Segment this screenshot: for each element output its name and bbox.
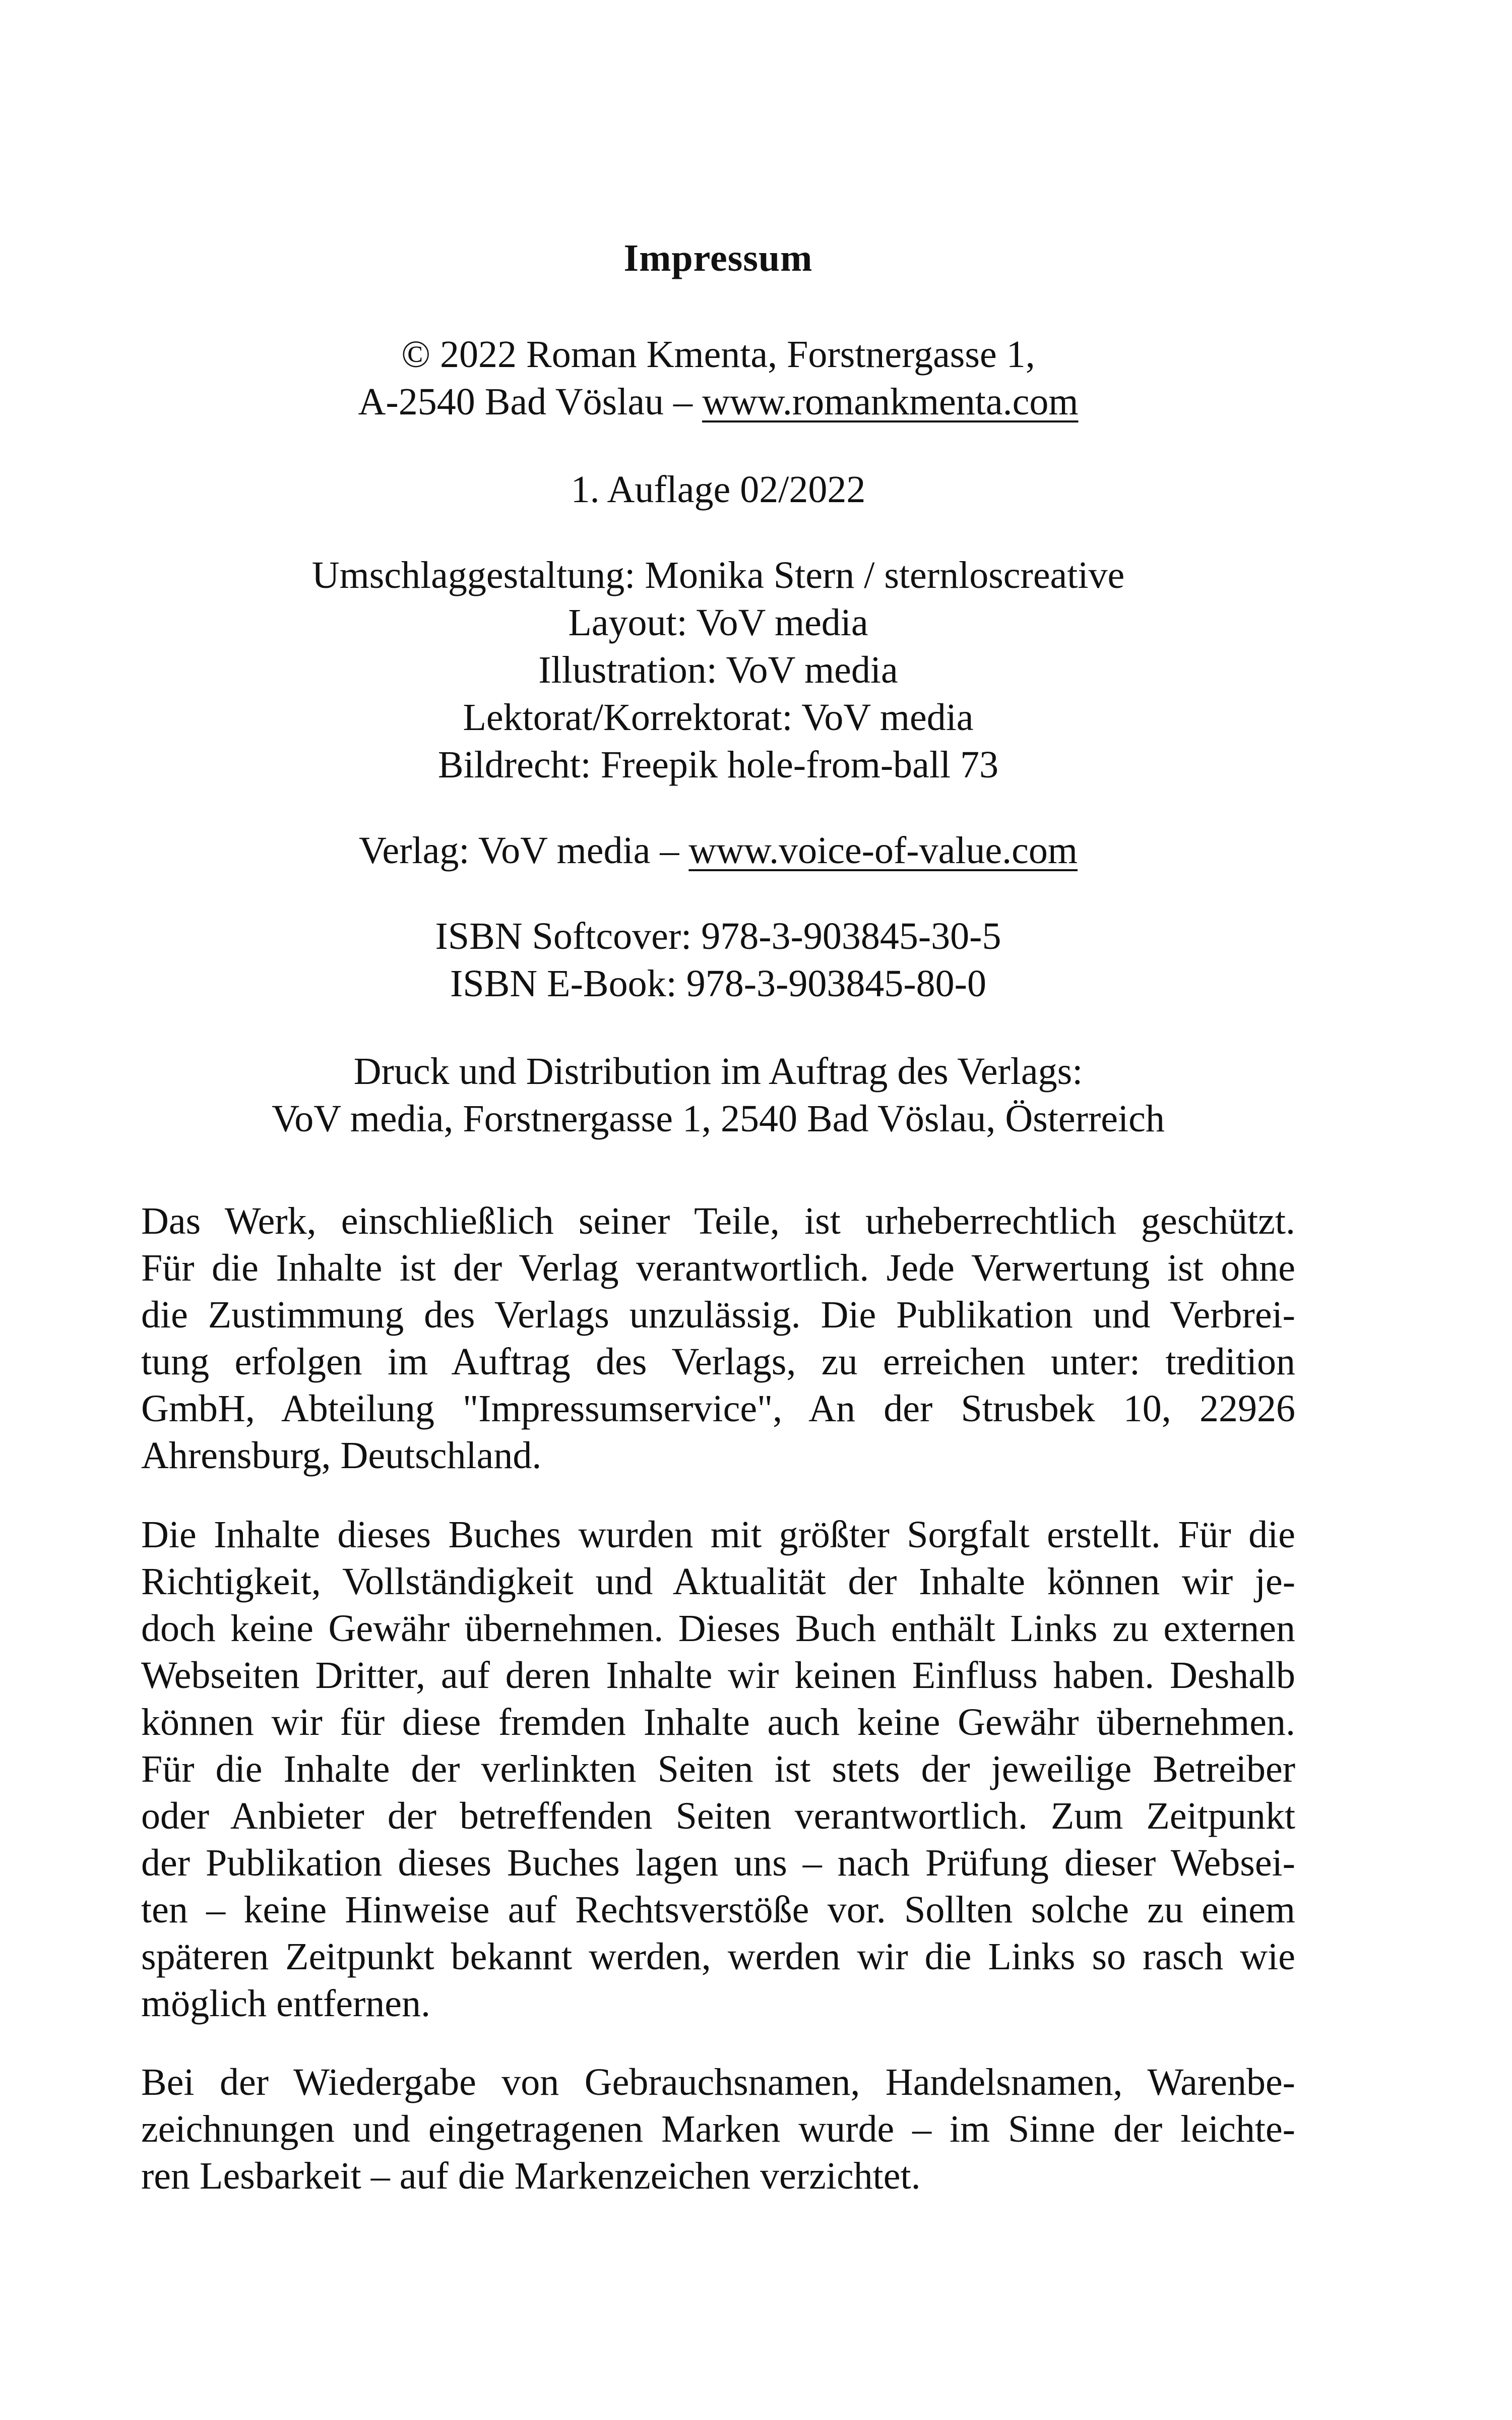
paragraph-line: Für die Inhalte ist der Verlag verantwortlich. Jede Verwertung ist ohne [141,1247,1295,1289]
paragraph-line: die Zustimmung des Verlags unzulässig. Die Publikation und Verbrei- [141,1294,1295,1336]
publisher-website-link[interactable]: www.voice-of-value.com [688,829,1078,872]
address-text: A-2540 Bad Vöslau – [358,381,703,423]
paragraph-line: Richtigkeit, Vollständigkeit und Aktualität der Inhalte können wir je- [141,1560,1295,1603]
credit-layout: Layout: VoV media [568,601,868,644]
paragraph-line: möglich entfernen. [141,1982,431,2025]
paragraph-line: Bei der Wiedergabe von Gebrauchsnamen, Handelsnamen, Warenbe- [141,2061,1295,2103]
isbn-softcover: ISBN Softcover: 978-3-903845-30-5 [435,915,1001,957]
paragraph-line: zeichnungen und eingetragenen Marken wurde – im Sinne der leichte- [141,2108,1295,2150]
paragraph-line: GmbH, Abteilung "Impressumservice", An der Strusbek 10, 22926 [141,1387,1295,1430]
paragraph-line: der Publikation dieses Buches lagen uns – nach Prüfung dieser Websei- [141,1842,1295,1884]
credit-editing: Lektorat/Korrektorat: VoV media [463,696,974,739]
printing-block [141,1048,1295,1142]
page-title: Impressum [623,237,813,279]
paragraph-line: oder Anbieter der betreffenden Seiten verantwortlich. Zum Zeitpunkt [141,1795,1295,1837]
paragraph-line: ren Lesbarkeit – auf die Markenzeichen verzichtet. [141,2155,921,2197]
paragraph-line: ten – keine Hinweise auf Rechtsverstöße vor. Sollten solche zu einem [141,1889,1295,1931]
publisher-block [141,827,1295,874]
paragraph-line: Für die Inhalte der verlinkten Seiten ist stets der jeweilige Betreiber [141,1748,1295,1790]
printing-line-2: VoV media, Forstnergasse 1, 2540 Bad Vöslau, Österreich [272,1098,1165,1140]
copyright-notice-paragraph [141,1198,1295,1479]
paragraph-line: tung erfolgen im Auftrag des Verlags, zu erreichen unter: tredition [141,1341,1295,1383]
credit-cover: Umschlaggestaltung: Monika Stern / sternloscreative [311,554,1125,596]
publisher-text: Verlag: VoV media – [358,829,689,872]
printing-line-1: Druck und Distribution im Auftrag des Verlags: [353,1050,1083,1093]
paragraph-line: Ahrensburg, Deutschland. [141,1434,542,1477]
address-line [141,378,1295,426]
paragraph-line: doch keine Gewähr übernehmen. Dieses Buch enthält Links zu externen [141,1607,1295,1650]
paragraph-line: späteren Zeitpunkt bekannt werden, werden wir die Links so rasch wie [141,1935,1295,1978]
paragraph-line: können wir für diese fremden Inhalte auch keine Gewähr übernehmen. [141,1701,1295,1743]
author-website-link[interactable]: www.romankmenta.com [702,381,1079,423]
copyright-block [141,331,1295,426]
disclaimer-paragraph [141,1511,1295,2027]
credits-block [141,552,1295,789]
trademark-paragraph [141,2059,1295,2200]
paragraph-line: Die Inhalte dieses Buches wurden mit größter Sorgfalt erstellt. Für die [141,1514,1295,1556]
isbn-block [141,913,1295,1007]
credit-illustration: Illustration: VoV media [538,649,898,691]
edition-block [141,466,1295,513]
paragraph-line: Webseiten Dritter, auf deren Inhalte wir keinen Einfluss haben. Deshalb [141,1654,1295,1697]
edition-line: 1. Auflage 02/2022 [571,468,866,511]
publisher-line [141,827,1295,874]
credit-image-rights: Bildrecht: Freepik hole-from-ball 73 [437,744,999,786]
isbn-ebook: ISBN E-Book: 978-3-903845-80-0 [450,962,986,1005]
copyright-line: © 2022 Roman Kmenta, Forstnergasse 1, [401,333,1035,376]
paragraph-line: Das Werk, einschließlich seiner Teile, ist urheberrechtlich geschützt. [141,1200,1295,1242]
